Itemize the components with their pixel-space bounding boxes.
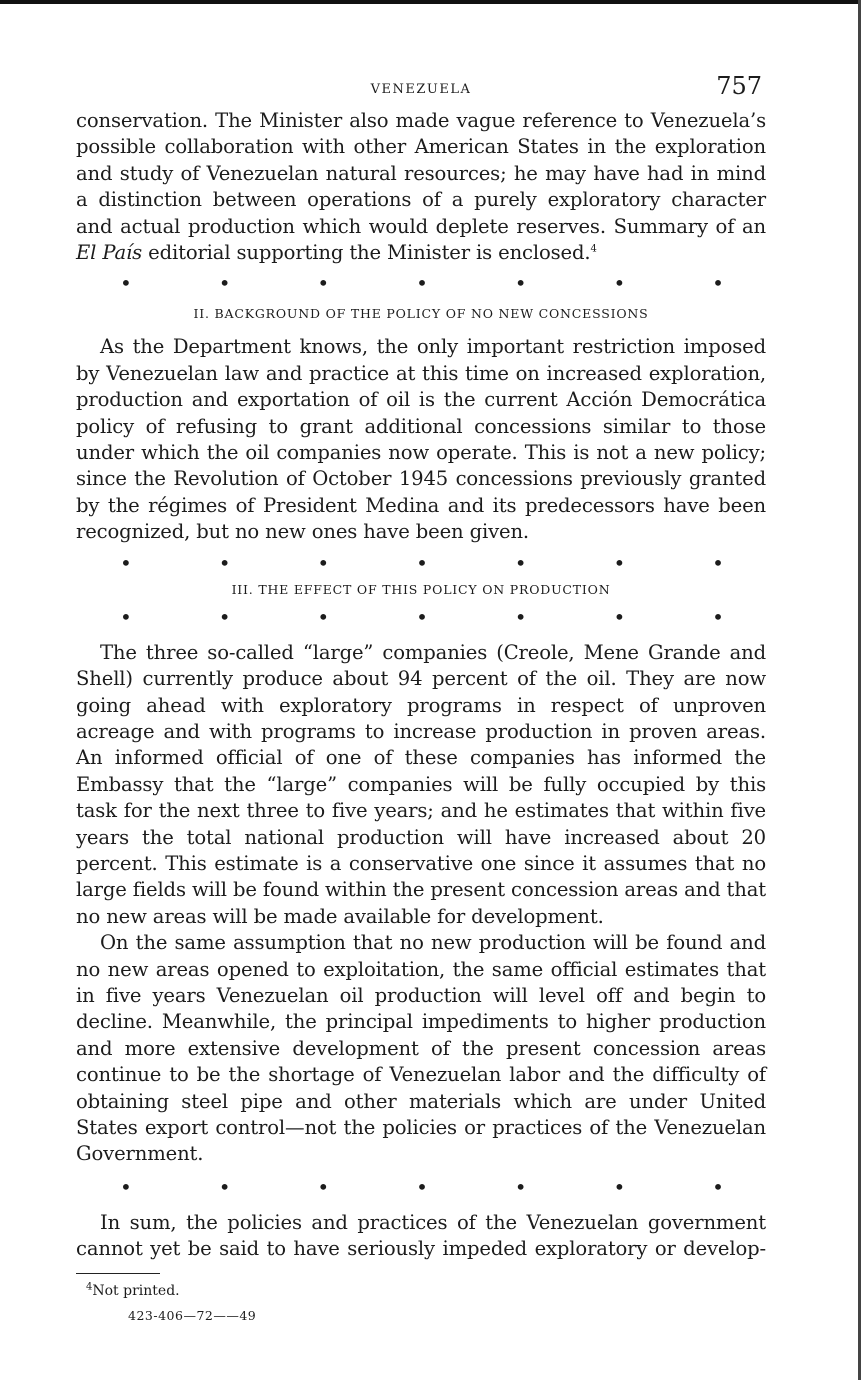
ellipsis-dot: • [514, 1174, 527, 1199]
running-head [76, 72, 766, 108]
ellipsis-dot: • [712, 1174, 724, 1199]
ellipsis-dot: • [317, 271, 330, 296]
page-title: VENEZUELA [370, 82, 472, 97]
ellipsis-dot: • [416, 1174, 428, 1199]
ellipsis-dot: • [317, 550, 330, 575]
ellipsis-dot: • [218, 550, 231, 575]
paragraph-continuation [76, 108, 766, 266]
footnote-reference: 4 [590, 243, 597, 255]
paragraph-text: conservation. The Minister also made vague reference to Venezuela’s possible collaboration with other American States in the exploration and study of Venezuelan natural resources; he may have had in mind a distinction between operations of a purely exploratory character and actual production which would deplete reserves. Summary of an [76, 109, 766, 238]
footnote-text: Not printed. [92, 1282, 180, 1299]
footnote-divider [76, 1273, 160, 1274]
ellipsis-dot: • [317, 604, 330, 629]
ellipsis-row [76, 552, 766, 574]
newspaper-title: El País [76, 241, 143, 265]
ellipsis-dot: • [120, 271, 132, 296]
ellipsis-dot: • [613, 1174, 626, 1199]
ellipsis-dot: • [613, 271, 626, 296]
ellipsis-dot: • [514, 604, 527, 629]
ellipsis-dot: • [712, 604, 724, 629]
paragraph: The three so-called “large” companies (Creole, Mene Grande and Shell) currently produce about 94 percent of the oil. They are now going ahead with exploratory programs in respect of unproven acreage and with programs to increase production in proven areas. An informed official of one of these companies has informed the Embassy that the “large” companies will be fully occupied by this task for the next three to five years; and he estimates that within five years the total national production will have increased about 20 percent. This estimate is a conservative one since it assumes that no large fields will be found within the present concession areas and that no new areas will be made available for development. [76, 640, 767, 928]
ellipsis-dot: • [613, 550, 626, 575]
ellipsis-dot: • [218, 604, 231, 629]
section-heading: II. BACKGROUND OF THE POLICY OF NO NEW CONCESSIONS [193, 306, 649, 322]
ellipsis-dot: • [712, 271, 724, 296]
ellipsis-dot: • [712, 550, 724, 575]
ellipsis-dot: • [416, 550, 428, 575]
ellipsis-dot: • [317, 1174, 330, 1199]
ellipsis-row [76, 1176, 766, 1198]
paragraph: On the same assumption that no new production will be found and no new areas opened to exploitation, the same official estimates that in five years Venezuelan oil production will level off and begin to decline. Meanwhile, the principal impediments to higher production and more extensive development of the present concession areas continue to be the shortage of Venezuelan labor and the difficulty of obtaining steel pipe and other materials which are under United States export control—not the policies or practices of the Venezuelan Government. [76, 931, 766, 1166]
top-border [0, 0, 861, 4]
ellipsis-dot: • [613, 604, 626, 629]
footnote-marker: 4 [86, 1280, 93, 1292]
ellipsis-dot: • [120, 550, 132, 575]
ellipsis-dot: • [416, 271, 428, 296]
ellipsis-row [76, 272, 766, 294]
ellipsis-dot: • [120, 604, 132, 629]
ellipsis-dot: • [514, 550, 527, 575]
ellipsis-dot: • [218, 271, 231, 296]
ellipsis-dot: • [120, 1174, 132, 1199]
printer-code: 423-406—72——49 [128, 1307, 257, 1323]
ellipsis-dot: • [514, 271, 527, 296]
paragraph: As the Department knows, the only important restriction imposed by Venezuelan law and practice at this time on increased exploration, production and exportation of oil is the current Acción Democrática policy of refusing to grant additional concessions similar to those under which the oil companies now operate. This is not a new policy; since the Revolution of October 1945 concessions previously granted by the régimes of President Medina and its predecessors have been recognized, but no new ones have been given. [76, 335, 766, 544]
page-number: 757 [716, 72, 762, 100]
ellipsis-dot: • [218, 1174, 231, 1199]
document-page [76, 72, 766, 1323]
ellipsis-dot: • [416, 604, 428, 629]
footnote [76, 1282, 766, 1300]
paragraph: In sum, the policies and practices of the Venezuelan government cannot yet be said to have seriously impeded exploratory or develop- [76, 1210, 766, 1261]
paragraph-text: editorial supporting the Minister is enclosed. [142, 241, 591, 265]
ellipsis-row [76, 606, 766, 628]
section-heading: III. THE EFFECT OF THIS POLICY ON PRODUCTION [231, 581, 611, 597]
